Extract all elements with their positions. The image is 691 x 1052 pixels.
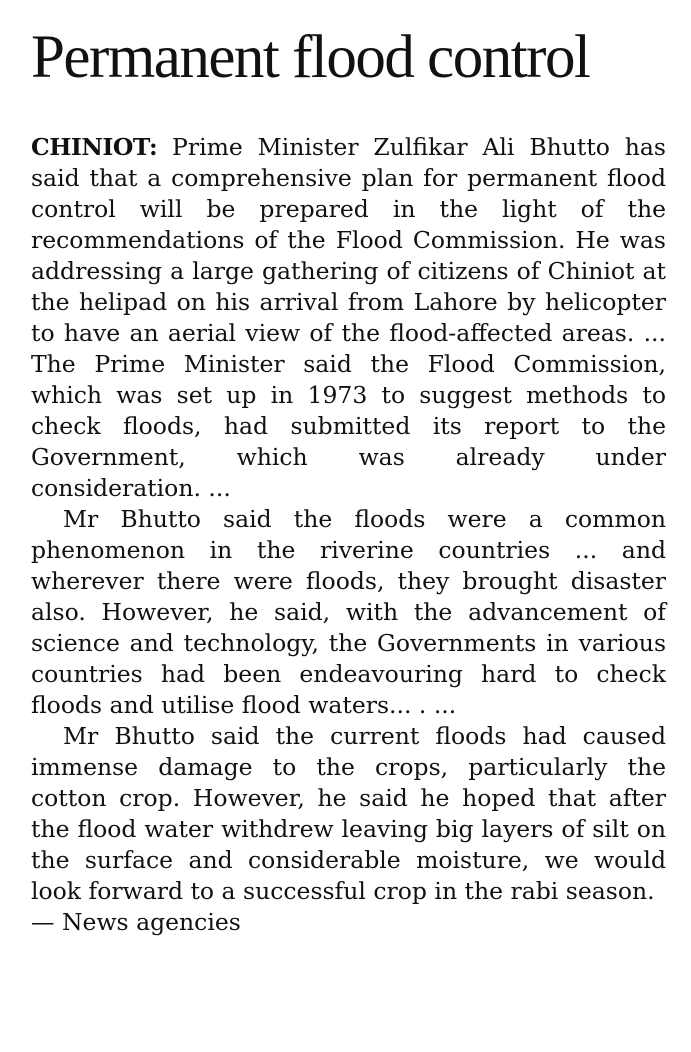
paragraph-1-text: Prime Minister Zulfikar Ali Bhutto has said that a comprehensive plan for permanent flood control will be prepared in the light of the recommendations of the Flood Commission. He was addressing a large gathering of citizens of Chiniot at the helipad on his arrival from Lahore by helicopter to have an aerial view of the flood-affected areas. ... The Prime Minister said the Flood Commission, which was set up in 1973 to suggest methods to check floods, had submitted its report to the Government, which was already under consideration. ... [31,133,666,502]
paragraph-3: Mr Bhutto said the current floods had caused immense damage to the crops, particularly the cotton crop. However, he said he hoped that after the flood water withdrew leaving big layers of silt on the surface and considerable moisture, we would look forward to a successful crop in the rabi season. [31,722,666,905]
paragraph-2: Mr Bhutto said the floods were a common phenomenon in the riverine countries ... and wherever there were floods, they brought disaster also. However, he said, with the advancement of science and technology, the Governments in various countries had been endeavouring hard to check floods and utilise flood waters... . ... [31,505,666,719]
headline: Permanent flood control [31,24,590,91]
news-article [31,22,666,938]
dateline: CHINIOT: [31,133,158,161]
article-body [31,132,666,938]
paragraph-1 [31,132,666,504]
byline: — News agencies [31,908,241,936]
